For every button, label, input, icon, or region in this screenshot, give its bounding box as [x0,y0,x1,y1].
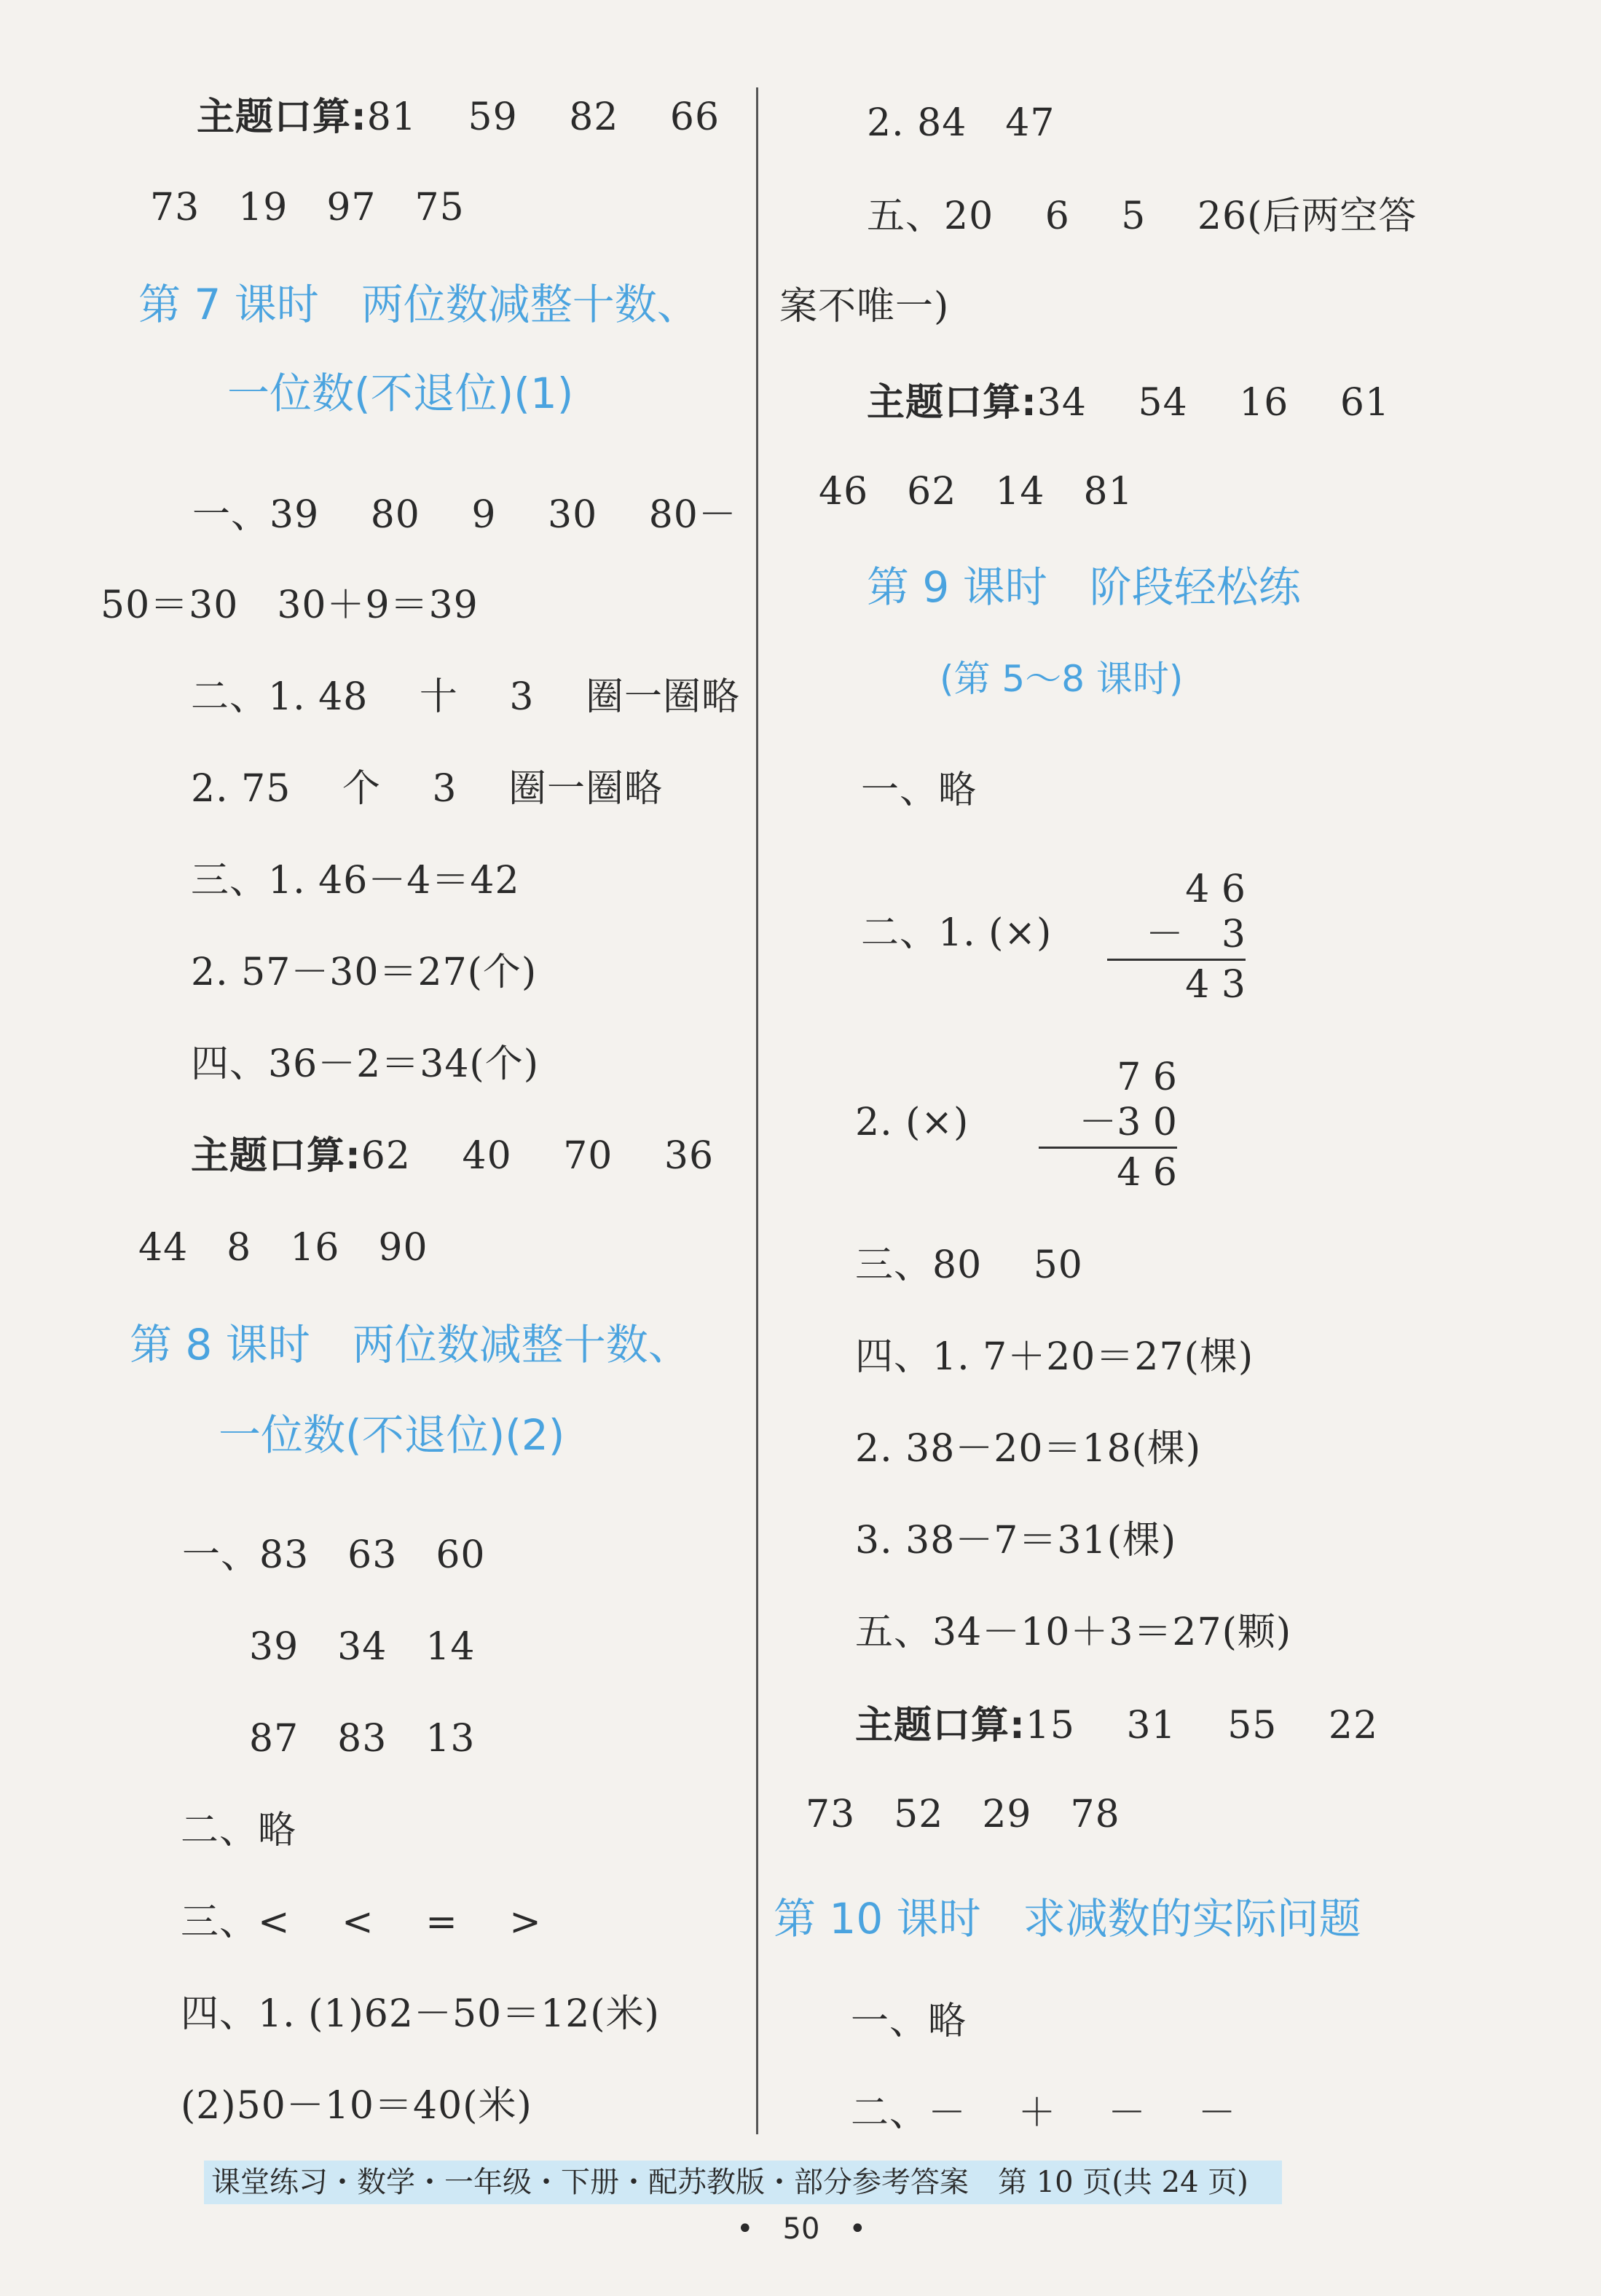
calc-result: 4 3 [1185,963,1246,1007]
answer-line: 五、20 6 5 26(后两空答 [867,194,1417,238]
answer-line: 四、36－2＝34(个) [191,1042,539,1086]
oral-calc-line [191,1131,714,1182]
calc-rule [1039,1147,1177,1149]
answer-line: 2. (×) [855,1101,969,1144]
answer-line: 2. 84 47 [867,101,1055,145]
answer-line: 一、略 [851,2000,967,2043]
answer-line: 2. 75 个 3 圈一圈略 [191,767,663,811]
answer-line: 46 62 14 81 [819,470,1133,514]
answer-line: 三、80 50 [855,1243,1083,1287]
lesson-7-title: 第 7 课时 两位数减整十数、 [138,280,699,329]
oral-calc-line [197,92,720,143]
answer-line: 四、1. 7＋20＝27(棵) [855,1335,1254,1379]
answers: 34 54 16 61 [1036,381,1390,425]
answer-line: 3. 38－7＝31(棵) [855,1519,1177,1562]
answers: 62 40 70 36 [361,1134,715,1178]
answer-line: 50＝30 30＋9＝39 [101,583,479,627]
page-number: • 50 • [736,2212,867,2246]
vertical-calculation-2 [1039,1055,1177,1195]
calc-top: 7 6 [1117,1055,1177,1099]
footer-caption: 课堂练习・数学・一年级・下册・配苏教版・部分参考答案 第 10 页(共 24 页) [204,2161,1282,2204]
oral-calc-line [855,1700,1378,1751]
calc-middle: －3 0 [1079,1101,1177,1144]
oral-calc-label: 主题口算: [191,1134,361,1178]
answer-line: 五、34－10＋3＝27(颗) [855,1611,1292,1654]
lesson-8-title: 第 8 课时 两位数减整十数、 [130,1320,691,1369]
answer-line: (2)50－10＝40(米) [181,2084,532,2128]
answer-line: 三、1. 46－4＝42 [191,859,520,903]
column-divider [756,87,758,2134]
answers: 81 59 82 66 [366,95,720,139]
lesson-10-title: 第 10 课时 求减数的实际问题 [774,1894,1361,1943]
answer-line: 二、1. 48 十 3 圈一圈略 [191,675,740,719]
answer-line: 87 83 13 [249,1717,476,1761]
oral-calc-label: 主题口算: [197,95,367,139]
answer-line: 一、83 63 60 [182,1533,486,1577]
answer-line: 四、1. (1)62－50＝12(米) [181,1992,660,2036]
answer-line: 案不唯一) [779,285,950,329]
answer-line: 二、－ ＋ － － [851,2091,1237,2135]
answer-line: 2. 38－20＝18(棵) [855,1427,1202,1471]
answer-line: 三、< < = > [181,1900,542,1944]
calc-rule [1107,959,1246,961]
lesson-7-subtitle: 一位数(不退位)(1) [227,369,574,418]
answers: 15 31 55 22 [1025,1704,1379,1747]
lesson-8-subtitle: 一位数(不退位)(2) [219,1410,565,1460]
lesson-9-subtitle: (第 5～8 课时) [940,658,1184,700]
calc-middle: － 3 [1145,913,1246,956]
answer-line: 二、略 [181,1809,297,1852]
lesson-9-title: 第 9 课时 阶段轻松练 [867,562,1301,612]
vertical-calculation-1 [1107,867,1246,1007]
answer-line: 一、39 80 9 30 80－ [192,493,737,537]
answer-line: 39 34 14 [249,1625,476,1669]
oral-calc-label: 主题口算: [855,1704,1026,1747]
answer-line: 44 8 16 90 [138,1226,428,1270]
answer-line: 73 19 97 75 [150,186,465,229]
answer-line: 2. 57－30＝27(个) [191,951,538,994]
calc-top: 4 6 [1185,868,1246,911]
calc-result: 4 6 [1117,1151,1177,1195]
oral-calc-line [867,377,1390,428]
answer-line: 一、略 [861,768,977,812]
answer-line: 二、1. (×) [861,911,1053,955]
oral-calc-label: 主题口算: [867,381,1037,425]
answer-line: 73 52 29 78 [806,1793,1120,1836]
